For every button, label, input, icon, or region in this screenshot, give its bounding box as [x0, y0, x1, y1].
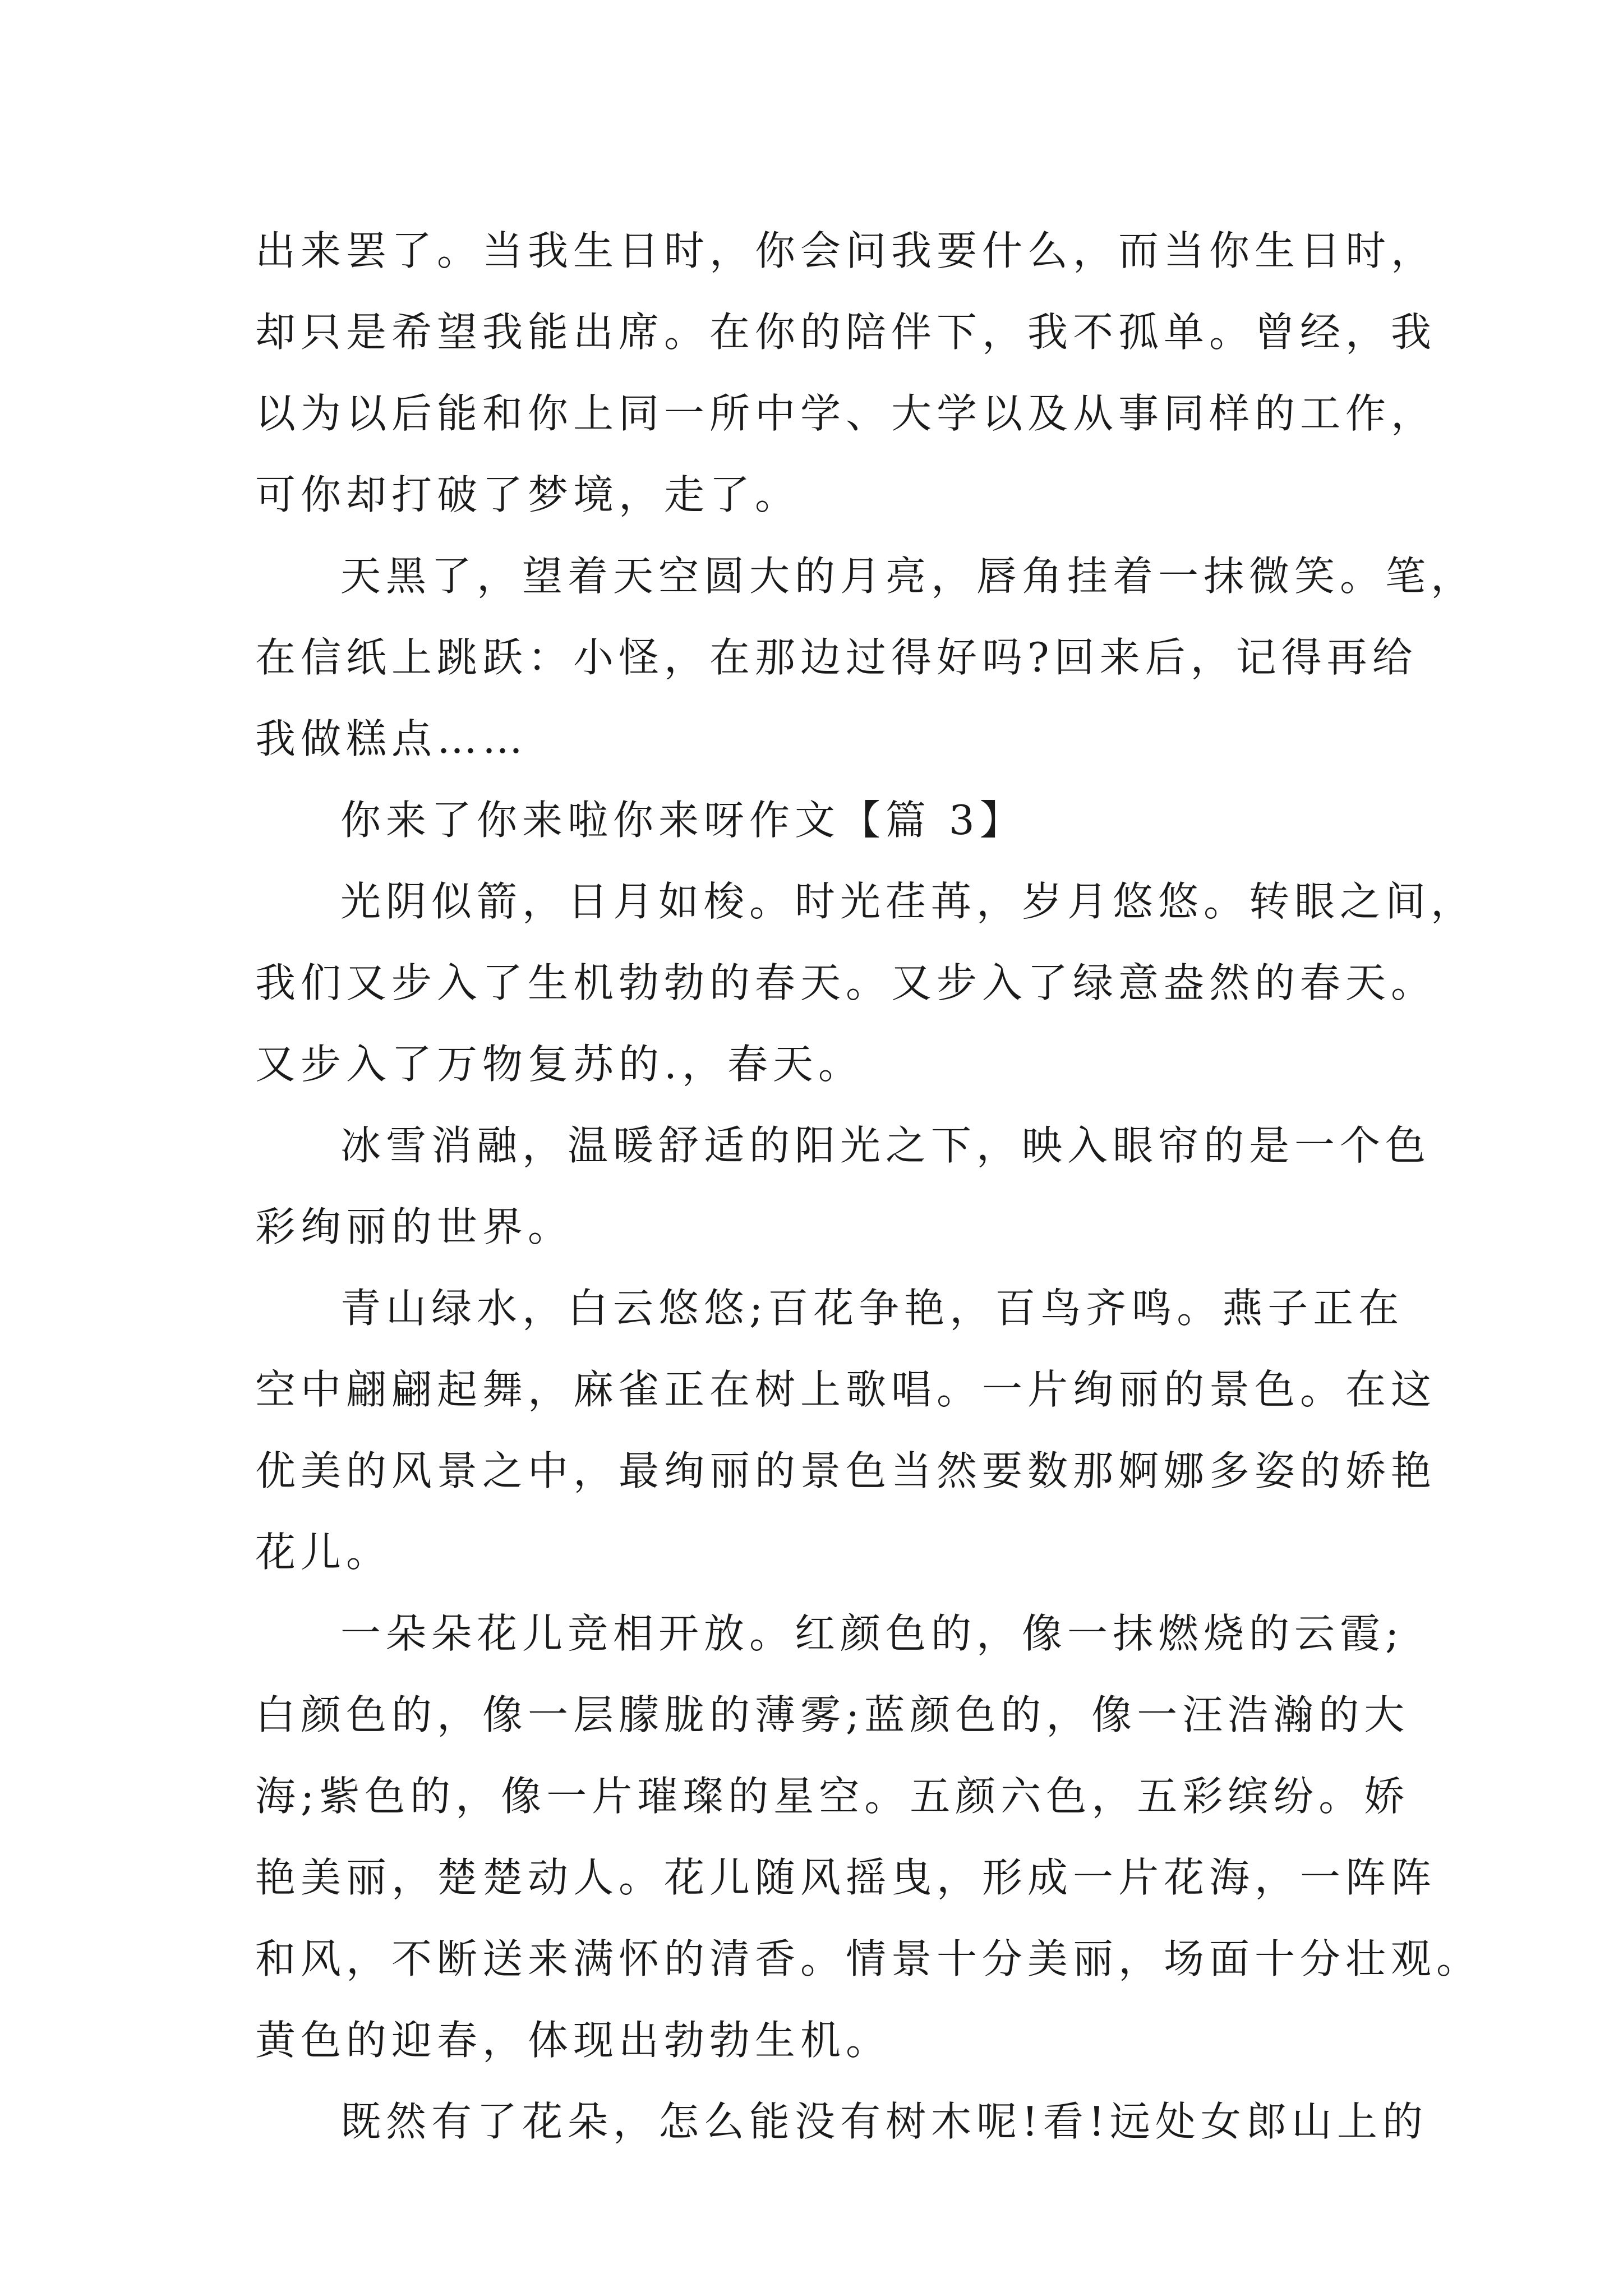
paragraph-first-line: 青山绿水，白云悠悠;百花争艳，百鸟齐鸣。燕子正在: [340, 1285, 1404, 1332]
document-body: [255, 210, 1482, 2162]
text-line: 以为以后能和你上同一所中学、大学以及从事同样的工作，: [255, 390, 1437, 437]
text-line: 艳美丽，楚楚动人。花儿随风摇曳，形成一片花海，一阵阵: [255, 1854, 1437, 1901]
text-line: 出来罢了。当我生日时，你会问我要什么，而当你生日时，: [255, 227, 1437, 274]
text-line: 却只是希望我能出席。在你的陪伴下，我不孤单。曾经，我: [255, 309, 1437, 356]
paragraph-first-line: 既然有了花朵，怎么能没有树木呢!看!远处女郎山上的: [340, 2098, 1428, 2145]
text-line: 我做糕点……: [255, 715, 528, 762]
paragraph-first-line: 天黑了，望着天空圆大的月亮，唇角挂着一抹微笑。笔，: [340, 553, 1477, 600]
paragraph-first-line: 一朵朵花儿竞相开放。红颜色的，像一抹燃烧的云霞;: [340, 1610, 1404, 1657]
paragraph-first-line: 光阴似箭，日月如梭。时光荏苒，岁月悠悠。转眼之间，: [340, 878, 1477, 925]
text-line: 我们又步入了生机勃勃的春天。又步入了绿意盎然的春天。: [255, 959, 1437, 1006]
text-line: 在信纸上跳跃：小怪，在那边过得好吗?回来后，记得再给: [255, 634, 1418, 681]
text-line: 可你却打破了梦境，走了。: [255, 471, 801, 518]
text-line: 和风，不断送来满怀的清香。情景十分美丽，场面十分壮观。: [255, 1935, 1482, 1982]
text-line: 黄色的迎春，体现出勃勃生机。: [255, 2017, 892, 2064]
text-line: 又步入了万物复苏的.，春天。: [255, 1041, 864, 1088]
text-line: 花儿。: [255, 1529, 392, 1576]
text-line: 白颜色的，像一层朦胧的薄雾;蓝颜色的，像一汪浩瀚的大: [255, 1691, 1410, 1738]
section-heading: 你来了你来啦你来呀作文【篇 3】: [340, 797, 1025, 844]
paragraph-first-line: 冰雪消融，温暖舒适的阳光之下，映入眼帘的是一个色: [340, 1122, 1431, 1169]
text-line: 彩绚丽的世界。: [255, 1203, 574, 1250]
text-line: 优美的风景之中，最绚丽的景色当然要数那婀娜多姿的娇艳: [255, 1447, 1437, 1494]
text-line: 海;紫色的，像一片璀璨的星空。五颜六色，五彩缤纷。娇: [255, 1773, 1410, 1820]
text-line: 空中翩翩起舞，麻雀正在树上歌唱。一片绚丽的景色。在这: [255, 1366, 1437, 1413]
